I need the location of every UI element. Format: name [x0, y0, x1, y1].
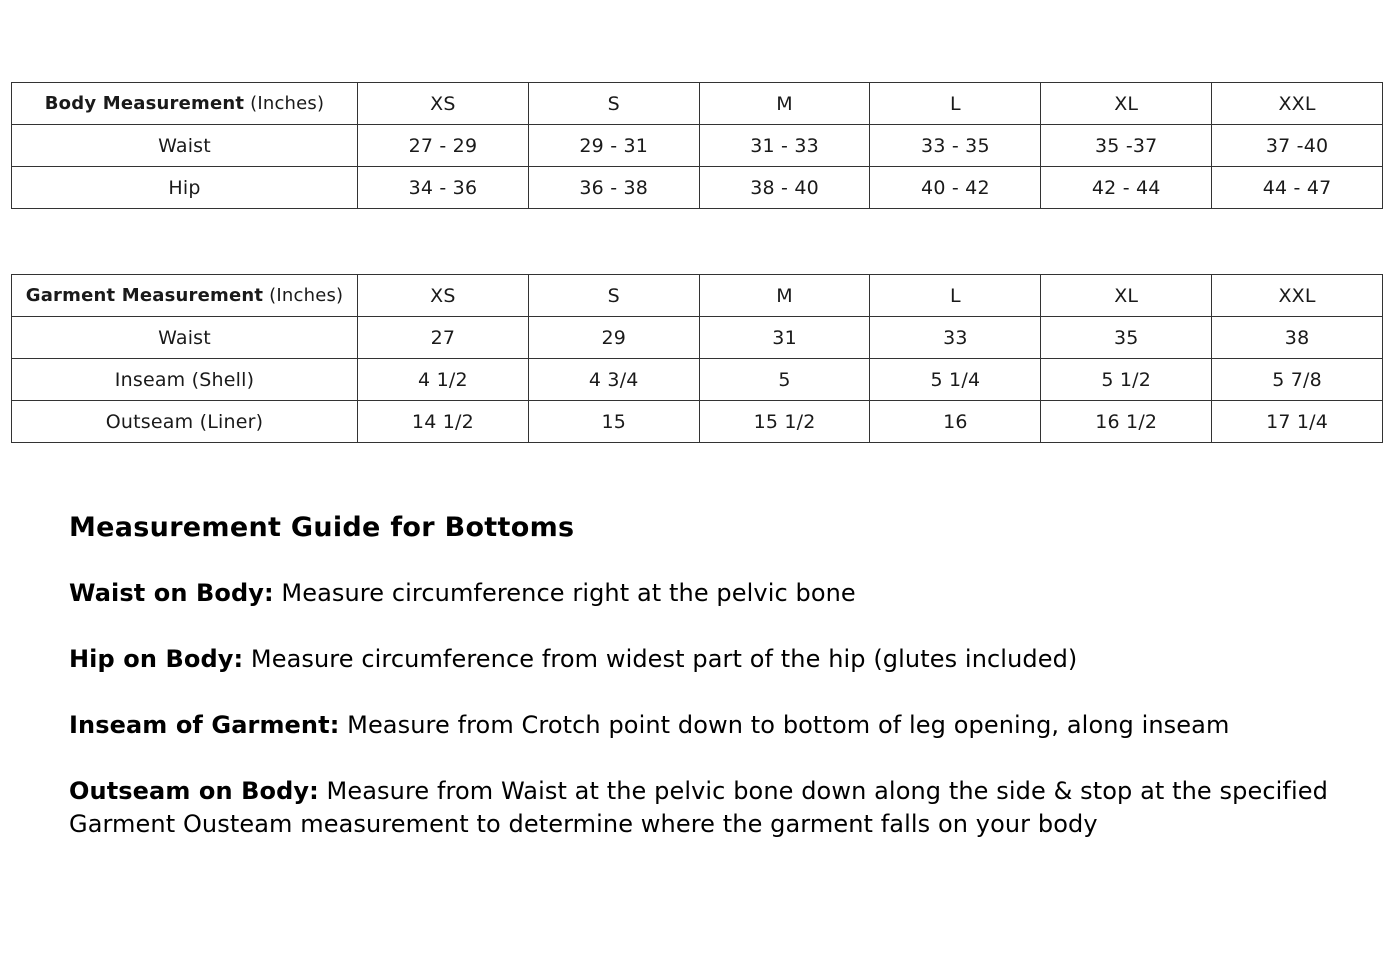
table-cell: 38 - 40 [699, 167, 870, 209]
table-cell: 5 1/4 [870, 359, 1041, 401]
guide-term: Outseam on Body: [69, 777, 319, 805]
size-header-s: S [528, 275, 699, 317]
row-label: Waist [12, 317, 358, 359]
table-cell: 27 - 29 [358, 125, 529, 167]
table-header-row [12, 83, 1383, 125]
table-cell: 35 -37 [1041, 125, 1212, 167]
guide-item-hip [69, 643, 1369, 676]
table-cell: 33 [870, 317, 1041, 359]
table-cell: 16 1/2 [1041, 401, 1212, 443]
guide-item-inseam [69, 709, 1369, 742]
table-cell: 31 [699, 317, 870, 359]
header-label-cell [12, 275, 358, 317]
table-cell: 5 7/8 [1212, 359, 1383, 401]
table-cell: 42 - 44 [1041, 167, 1212, 209]
row-label: Outseam (Liner) [12, 401, 358, 443]
size-header-xxl: XXL [1212, 83, 1383, 125]
table-row [12, 317, 1383, 359]
table-cell: 27 [358, 317, 529, 359]
guide-term: Inseam of Garment: [69, 711, 340, 739]
body-measurement-table [11, 82, 1383, 209]
row-label: Inseam (Shell) [12, 359, 358, 401]
size-header-m: M [699, 83, 870, 125]
table-header-row [12, 275, 1383, 317]
table-cell: 35 [1041, 317, 1212, 359]
table-cell: 14 1/2 [358, 401, 529, 443]
row-label: Hip [12, 167, 358, 209]
guide-text: Measure circumference right at the pelvic bone [273, 579, 856, 607]
header-label-unit: (Inches) [244, 93, 325, 114]
table-row [12, 359, 1383, 401]
table-cell: 5 1/2 [1041, 359, 1212, 401]
size-header-xs: XS [358, 83, 529, 125]
table-cell: 40 - 42 [870, 167, 1041, 209]
guide-term: Hip on Body: [69, 645, 244, 673]
table-row [12, 125, 1383, 167]
guide-item-waist [69, 577, 1369, 610]
size-header-xl: XL [1041, 275, 1212, 317]
size-header-xxl: XXL [1212, 275, 1383, 317]
guide-item-outseam [69, 775, 1369, 841]
size-header-m: M [699, 275, 870, 317]
guide-text: Measure from Crotch point down to bottom of leg opening, along inseam [339, 711, 1230, 739]
guide-term: Waist on Body: [69, 579, 274, 607]
row-label: Waist [12, 125, 358, 167]
table-row [12, 401, 1383, 443]
size-header-xl: XL [1041, 83, 1212, 125]
header-label-bold: Garment Measurement [25, 285, 264, 306]
table-cell: 16 [870, 401, 1041, 443]
table-cell: 38 [1212, 317, 1383, 359]
table-cell: 29 - 31 [528, 125, 699, 167]
size-header-s: S [528, 83, 699, 125]
table-cell: 4 3/4 [528, 359, 699, 401]
header-label-unit: (Inches) [263, 285, 344, 306]
table-cell: 17 1/4 [1212, 401, 1383, 443]
garment-measurement-table [11, 274, 1383, 443]
header-label-bold: Body Measurement [44, 93, 245, 114]
table-cell: 4 1/2 [358, 359, 529, 401]
table-cell: 15 [528, 401, 699, 443]
size-header-xs: XS [358, 275, 529, 317]
guide-title: Measurement Guide for Bottoms [69, 512, 575, 543]
size-header-l: L [870, 275, 1041, 317]
guide-text: Measure circumference from widest part of the hip (glutes included) [243, 645, 1078, 673]
header-label-cell [12, 83, 358, 125]
table-cell: 37 -40 [1212, 125, 1383, 167]
table-cell: 5 [699, 359, 870, 401]
table-cell: 34 - 36 [358, 167, 529, 209]
table-cell: 31 - 33 [699, 125, 870, 167]
table-cell: 36 - 38 [528, 167, 699, 209]
table-cell: 33 - 35 [870, 125, 1041, 167]
guide-text: Measure from Waist at the pelvic bone down along the side & stop at the specified Garment Ousteam measurement to determine where the garment falls on your body [69, 777, 1328, 838]
size-header-l: L [870, 83, 1041, 125]
table-row [12, 167, 1383, 209]
table-cell: 29 [528, 317, 699, 359]
measurement-guide [69, 512, 1369, 874]
table-cell: 44 - 47 [1212, 167, 1383, 209]
table-cell: 15 1/2 [699, 401, 870, 443]
